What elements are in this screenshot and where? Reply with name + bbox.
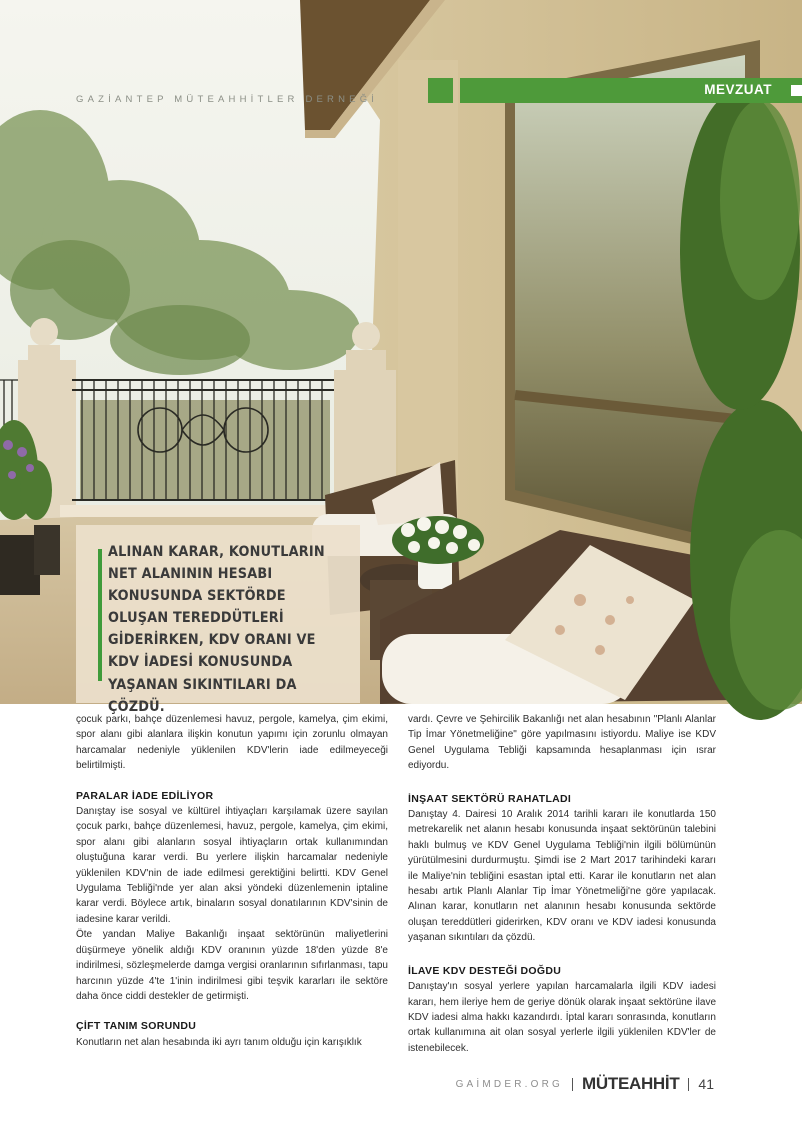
footer-divider (688, 1078, 689, 1091)
right-paragraph-1: Danıştay 4. Dairesi 10 Aralık 2014 tarihli kararı ile konutlarda 150 metrekarelik net alanın hesabı konusunda inşaat sektörünün talebini haklı bulmuş ve KDV Genel Uygulama Tebliği'nin ilgili bölümünün yürütülmesini durdurmuştu. Şimdi ise 2 Mart 2017 tarihindeki kararı ile Maliye'nin tebliğini esastan iptal etti. Karar ile konutların net alan hesabı artık Planlı Alanlar Tip İmar Yönetmeliği'ne göre yapılacak. Alınan karar, konutların net alanının hesabı konusunda sektörde oluşan tereddütleri giderirken, KDV oranı ve KDV iadesi konusunda yaşanan sıkıntıları da çözdü. (408, 809, 716, 944)
pull-quote-rule (98, 549, 102, 681)
heading-paralar-iade: PARALAR İADE EDİLİYOR (76, 789, 214, 802)
article-column-left (76, 712, 388, 1050)
section-tag-bar (460, 78, 802, 103)
section-tag-square (428, 78, 453, 103)
article-column-right (408, 712, 716, 1056)
left-intro-paragraph: çocuk parkı, bahçe düzenlemesi havuz, pergole, kamelya, çim ekimi, spor alanı gibi alanlara ilişkin konutun yapımı için zorunlu olmayan harcamalar nedeniyle yüklenilen KDV'lerin iade edilmeyeceği belirtilmişti. (76, 714, 388, 772)
association-name: GAZİANTEP MÜTEAHHİTLER DERNEĞİ (76, 94, 379, 105)
section-tag-label: MEVZUAT (704, 82, 772, 97)
right-paragraph-2: Danıştay'ın sosyal yerlere yapılan harcamalarla ilgili KDV iadesi kararı, hem ileriye hem de geriye dönük olarak inşaat sektörüne ilave KDV iadesi alma hakkı kazandırdı. İptal kararı sonrasında, konutların ortak kullanımına ait olan sosyal yerlerle ilgili yüklenilen KDV'ler de istenebilecek. (408, 981, 716, 1054)
right-intro-paragraph: vardı. Çevre ve Şehircilik Bakanlığı net alan hesabının "Planlı Alanlar Tip İmar Yönetmeliğine" göre yapılmasını istiyordu. Maliye ise KDV Genel Uygulama Tebliği kapsamında hesaplanması için ısrar ediyordu. (408, 714, 716, 772)
left-paragraph-2: Öte yandan Maliye Bakanlığı inşaat sektörünün maliyetlerini düşürmeye yönelik aldığı KDV oranının yüzde 18'den yüzde 8'e indirilmesi, sözleşmelerde damga vergisi oranlarının sıfırlanması, tapu harcının yüzde 4'te 1'inin indirilmesi gibi teşvik kararları ile sektöre daha önce ciddi destekler de getirmişti. (76, 929, 388, 1002)
page-number: 41 (698, 1076, 714, 1092)
heading-cift-tanim: ÇİFT TANIM SORUNDU (76, 1020, 197, 1033)
left-paragraph-3: Konutların net alan hesabında iki ayrı tanım olduğu için karışıklık (76, 1036, 362, 1048)
heading-insaat-sektoru: İNŞAAT SEKTÖRÜ RAHATLADI (408, 792, 572, 805)
pull-quote-box (76, 525, 360, 715)
footer-divider (572, 1078, 573, 1091)
page-footer (456, 1073, 714, 1095)
left-paragraph-1: Danıştay ise sosyal ve kültürel ihtiyaçları karşılamak üzere sayılan çocuk parkı, bahçe düzenlemesi, havuz, pergole, kamelya, çim ekimi, spor alanı gibi alanların sosyal ihtiyaçların ortak kullanımından oluştuğuna karar verdi. Bu yerlere ilişkin harcamalar nedeniyle yüklenilen KDV'nin de iade edilmesi gerektiğini belirtti. KDV Genel Uygulama Tebliği'nde yer alan aksi yöndeki düzenlemenin iptaline karar verdi. Böylece artık, binaların sosyal donatılarının KDV'sinin de iadesine karar verildi. (76, 806, 388, 925)
pull-quote-text: ALINAN KARAR, KONUTLARIN NET ALANININ HESABI KONUSUNDA SEKTÖRDE OLUŞAN TEREDDÜTLERİ GİDERİRKEN, KDV ORANI VE KDV İADESİ KONUSUNDA YAŞANAN SIKINTILARI DA ÇÖZDÜ. (108, 544, 325, 715)
footer-website: GAİMDER.ORG (455, 1078, 564, 1090)
heading-ilave-kdv: İLAVE KDV DESTEĞİ DOĞDU (408, 964, 562, 977)
footer-magazine-name: MÜTEAHHİT (582, 1074, 680, 1093)
section-tag-box-icon (791, 85, 802, 96)
